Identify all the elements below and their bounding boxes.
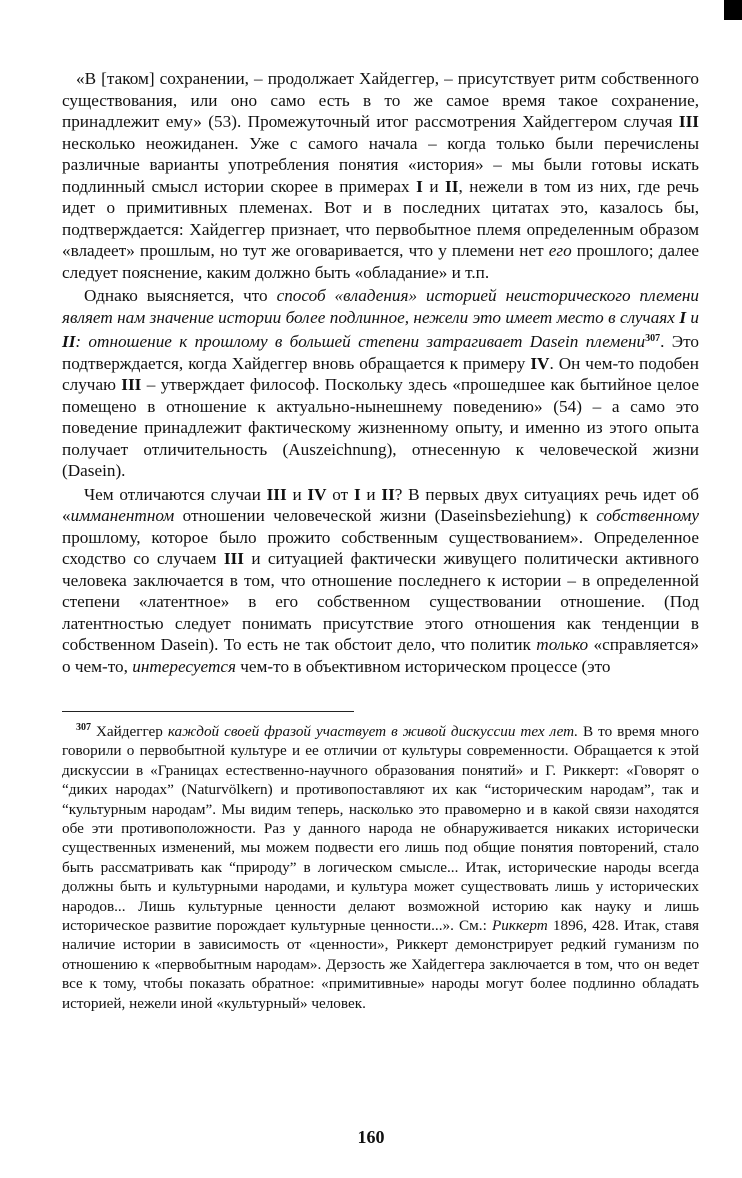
text-run: «В [таком] сохранении, – продолжает Хайдеггер, – присутствует ритм собственного существования, или оно само есть в то же самое время такое сохранение, принадлежит ему» (53). Промежуточный итог рассмотрения Хайдеггером случая <box>62 69 699 131</box>
text-run: собственному <box>596 506 699 525</box>
text-run: III <box>266 484 287 504</box>
text-run: каждой своей фразой участвует в живой дискуссии тех лет. <box>167 723 579 740</box>
text-run: и <box>422 176 446 196</box>
text-run: только <box>536 635 589 654</box>
page-number: 160 <box>357 1127 385 1147</box>
text-run: . Это подтверждается, когда Хайдеггер вновь обращается к примеру <box>62 332 699 373</box>
text-run: I <box>416 176 423 196</box>
text-run: Хайдеггер <box>91 723 168 740</box>
main-text <box>62 68 699 677</box>
text-run: Риккерт <box>491 917 548 935</box>
text-run: III <box>223 549 244 568</box>
text-run: и <box>286 484 308 504</box>
text-run: I <box>353 484 361 504</box>
footnote <box>62 718 699 1013</box>
text-run: IV <box>307 484 327 504</box>
text-run: I <box>679 307 687 327</box>
text-run: от <box>326 484 354 504</box>
text-run: чем-то в объективном историческом процессе (это <box>235 656 611 676</box>
paragraph-2 <box>62 285 699 482</box>
text-run: , нежели в том из них, где речь идет о примитивных племенах. Вот и в последних цитатах это, казалось бы, подтверждается: Хайдеггер признает, что первобытное племя определенным образом «владеет» прошлым, но тут же оговаривается, что у племени нет <box>62 176 699 260</box>
footnote-text <box>62 723 699 1012</box>
text-run: . Он чем-то подобен случаю <box>62 353 700 394</box>
footnote-number: 307 <box>76 722 91 733</box>
text-run: его <box>548 241 572 260</box>
text-run: : отношение к прошлому в большей степени затрагивает Dasein племени <box>75 332 646 351</box>
text-run: II <box>445 176 459 196</box>
text-run: III <box>121 375 142 394</box>
paragraph-1 <box>62 68 699 283</box>
footnote-307 <box>62 718 699 1013</box>
text-run: и <box>686 307 699 327</box>
text-run: «справляется» о чем-то, <box>62 635 700 676</box>
text-run: II <box>62 332 76 351</box>
text-run: II <box>381 484 395 504</box>
text-run: – утверждает философ. Поскольку здесь «прошедшее как бытийное целое помещено в отношение к актуально-нынешнему поведению» (54) – а само это поведение принадлежит фактическому жизненному опыту, и именно из этого опыта получает отличительность (Auszeichnung), отнесенную к человеческой жизни (Dasein). <box>62 375 699 480</box>
text-run: и ситуацией фактически живущего политически активного человека заключается в том, что отношение последнего к истории – в определенной степени «латентное» в его собственном существовании отношение. (Под латентностью следует понимать присутствие этого отношения как тенденции в собственном Dasein). То есть не так обстоит дело, что политик <box>62 549 699 654</box>
text-run: IV <box>530 353 550 373</box>
text-run: ? В первых двух ситуациях речь идет об « <box>62 484 700 525</box>
text-run: способ «владения» историей неисторического племени являет нам значение истории более подлинное, нежели это имеет место в случаях <box>62 286 699 327</box>
text-run: прошлому, которое было прожито собственным существованием». Определенное сходство со случаем <box>62 527 699 568</box>
footnote-separator <box>62 711 354 712</box>
book-page <box>62 68 699 1013</box>
text-run: несколько неожиданен. Уже с самого начала – когда только были перечислены различные варианты употребления понятия «история» – мы были готовы искать подлинный смысл истории скорее в примерах <box>62 133 699 196</box>
text-run: Однако выясняется, что <box>84 286 277 305</box>
footnote-ref: 307 <box>645 333 661 344</box>
text-run: III <box>678 112 699 131</box>
paragraph-3 <box>62 484 699 678</box>
text-run: имманентном <box>70 506 175 525</box>
text-run: В то время много говорили о первобытной культуре и ее отличии от культуры современности. Обращается к этой дискуссии в «Границах естественно-научного образования понятий» и Г. Риккерт: «Говорят о “диких народах” (Naturvölkern) и противопоставляют их как “историческим народам”, так и “культурным народам”. Мы видим теперь, насколько это правомерно и в какой связи находятся обе эти противоположности. Раз у данного народа не обнаруживается никаких исторически существенных изменений, мы можем подвести его лишь под общие понятия повторений, стало быть рассматривать как “природу” в логическом смысле... Итак, исторические народы всегда должны быть и культурными народами, и культура может существовать лишь у исторических народов... Лишь культурные ценности делают возможной историю как науку и лишь историческое развитие порождает культурные ценности...». См.: <box>62 723 699 935</box>
text-run: 1896, 428. Итак, ставя наличие истории в зависимость от «ценности», Риккерт демонстрирует редкий гуманизм по отношению к «первобытным народам». Дерзость же Хайдеггера заключается в том, что он ведет все к тому, чтобы показать обратное: «примитивные» народы могут более подлинно обладать историей, нежели иной «культурный» человек. <box>62 917 700 1012</box>
text-run: прошлого; далее следует пояснение, каким должно быть «обладание» и т.п. <box>62 241 700 282</box>
text-run: отношении человеческой жизни (Daseinsbeziehung) к <box>174 506 597 525</box>
text-run: и <box>360 484 382 504</box>
text-run: интересуется <box>132 656 236 676</box>
text-run: Чем отличаются случаи <box>84 484 267 504</box>
scan-corner-mark <box>724 0 742 20</box>
